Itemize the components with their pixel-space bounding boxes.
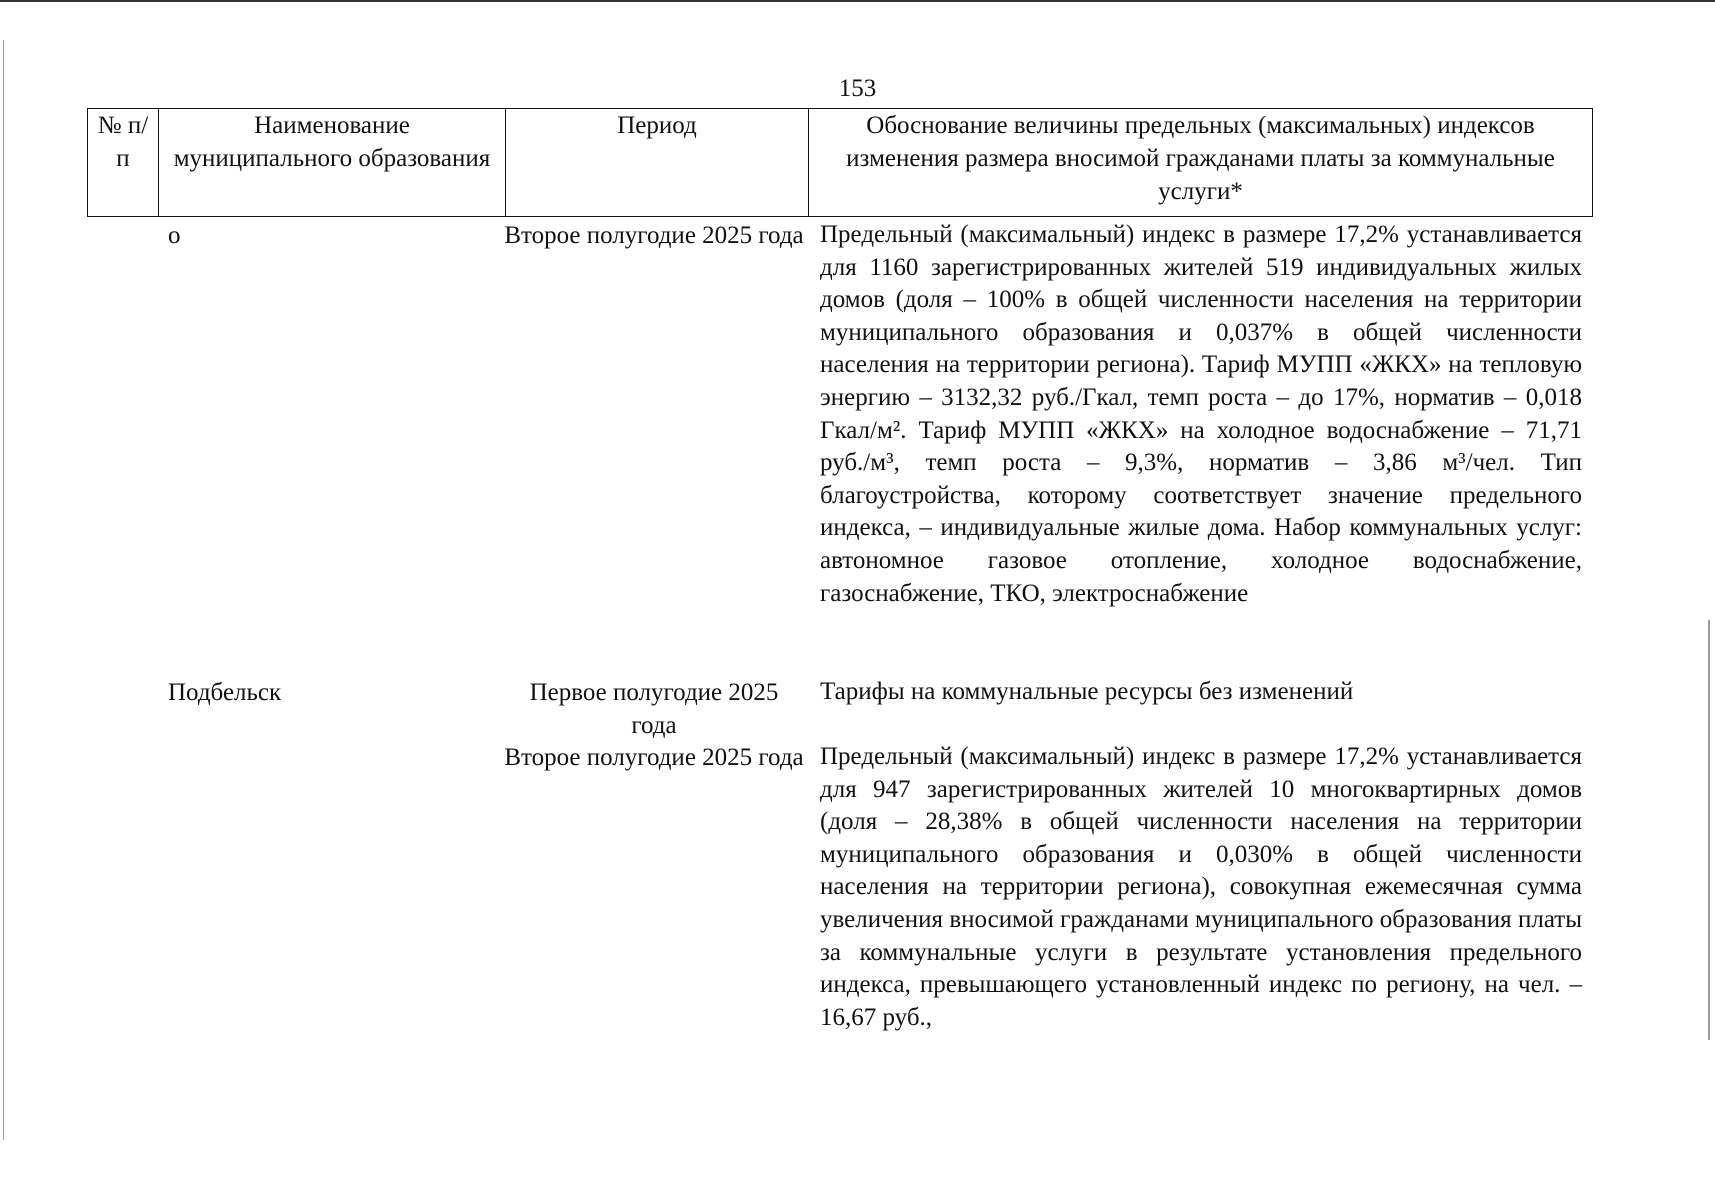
- header-municipality-name: Наименование муниципального образования: [159, 109, 506, 217]
- justification: Предельный (максимальный) индекс в размере 17,2% устанавливается для 1160 зарегистрированных жителей 519 индивидуальных жилых домов (доля – 100% в общей численности населения на территории муниципального образования и 0,037% в общей численности населения на территории региона). Тариф МУПП «ЖКХ» на тепловую энергию – 3132,32 руб./Гкал, темп роста – до 17%, норматив – 0,018 Гкал/м². Тариф МУПП «ЖКХ» на холодное водоснабжение – 71,71 руб./м³, темп роста – 9,3%, норматив – 3,86 м³/чел. Тип благоустройства, которому соответствует значение предельного индекса, – индивидуальные жилые дома. Набор коммунальных услуг: автономное газовое отопление, холодное водоснабжение, газоснабжение, ТКО, электроснабжение: [820, 221, 1582, 607]
- municipality-name: Подбельск: [168, 679, 282, 706]
- header-justification: Обоснование величины предельных (максимальных) индексов изменения размера вносимой гражданами платы за коммунальные услуги*: [809, 109, 1593, 217]
- header-period: Период: [506, 109, 809, 217]
- page-number: 153: [838, 75, 877, 102]
- scan-left-border: [3, 40, 4, 1140]
- municipality-name: о: [168, 222, 181, 249]
- period: Второе полугодие 2025 года: [504, 744, 804, 771]
- header-number: № п/п: [88, 109, 159, 217]
- table-header: [87, 108, 1593, 217]
- justification: Тарифы на коммунальные ресурсы без изменений: [820, 678, 1354, 705]
- period: Второе полугодие 2025 года: [504, 222, 804, 249]
- scan-top-border: [0, 0, 1715, 2]
- period: Первое полугодие 2025 года: [529, 679, 779, 739]
- scan-right-border: [1708, 620, 1710, 1040]
- justification: Предельный (максимальный) индекс в размере 17,2% устанавливается для 947 зарегистрированных жителей 10 многоквартирных домов (доля – 28,38% в общей численности населения на территории муниципального образования и 0,030% в общей численности населения на территории региона), совокупная ежемесячная сумма увеличения вносимой гражданами муниципального образования платы за коммунальные услуги в результате установления предельного индекса, превышающего установленный индекс по региону, на чел. – 16,67 руб.,: [820, 743, 1582, 1031]
